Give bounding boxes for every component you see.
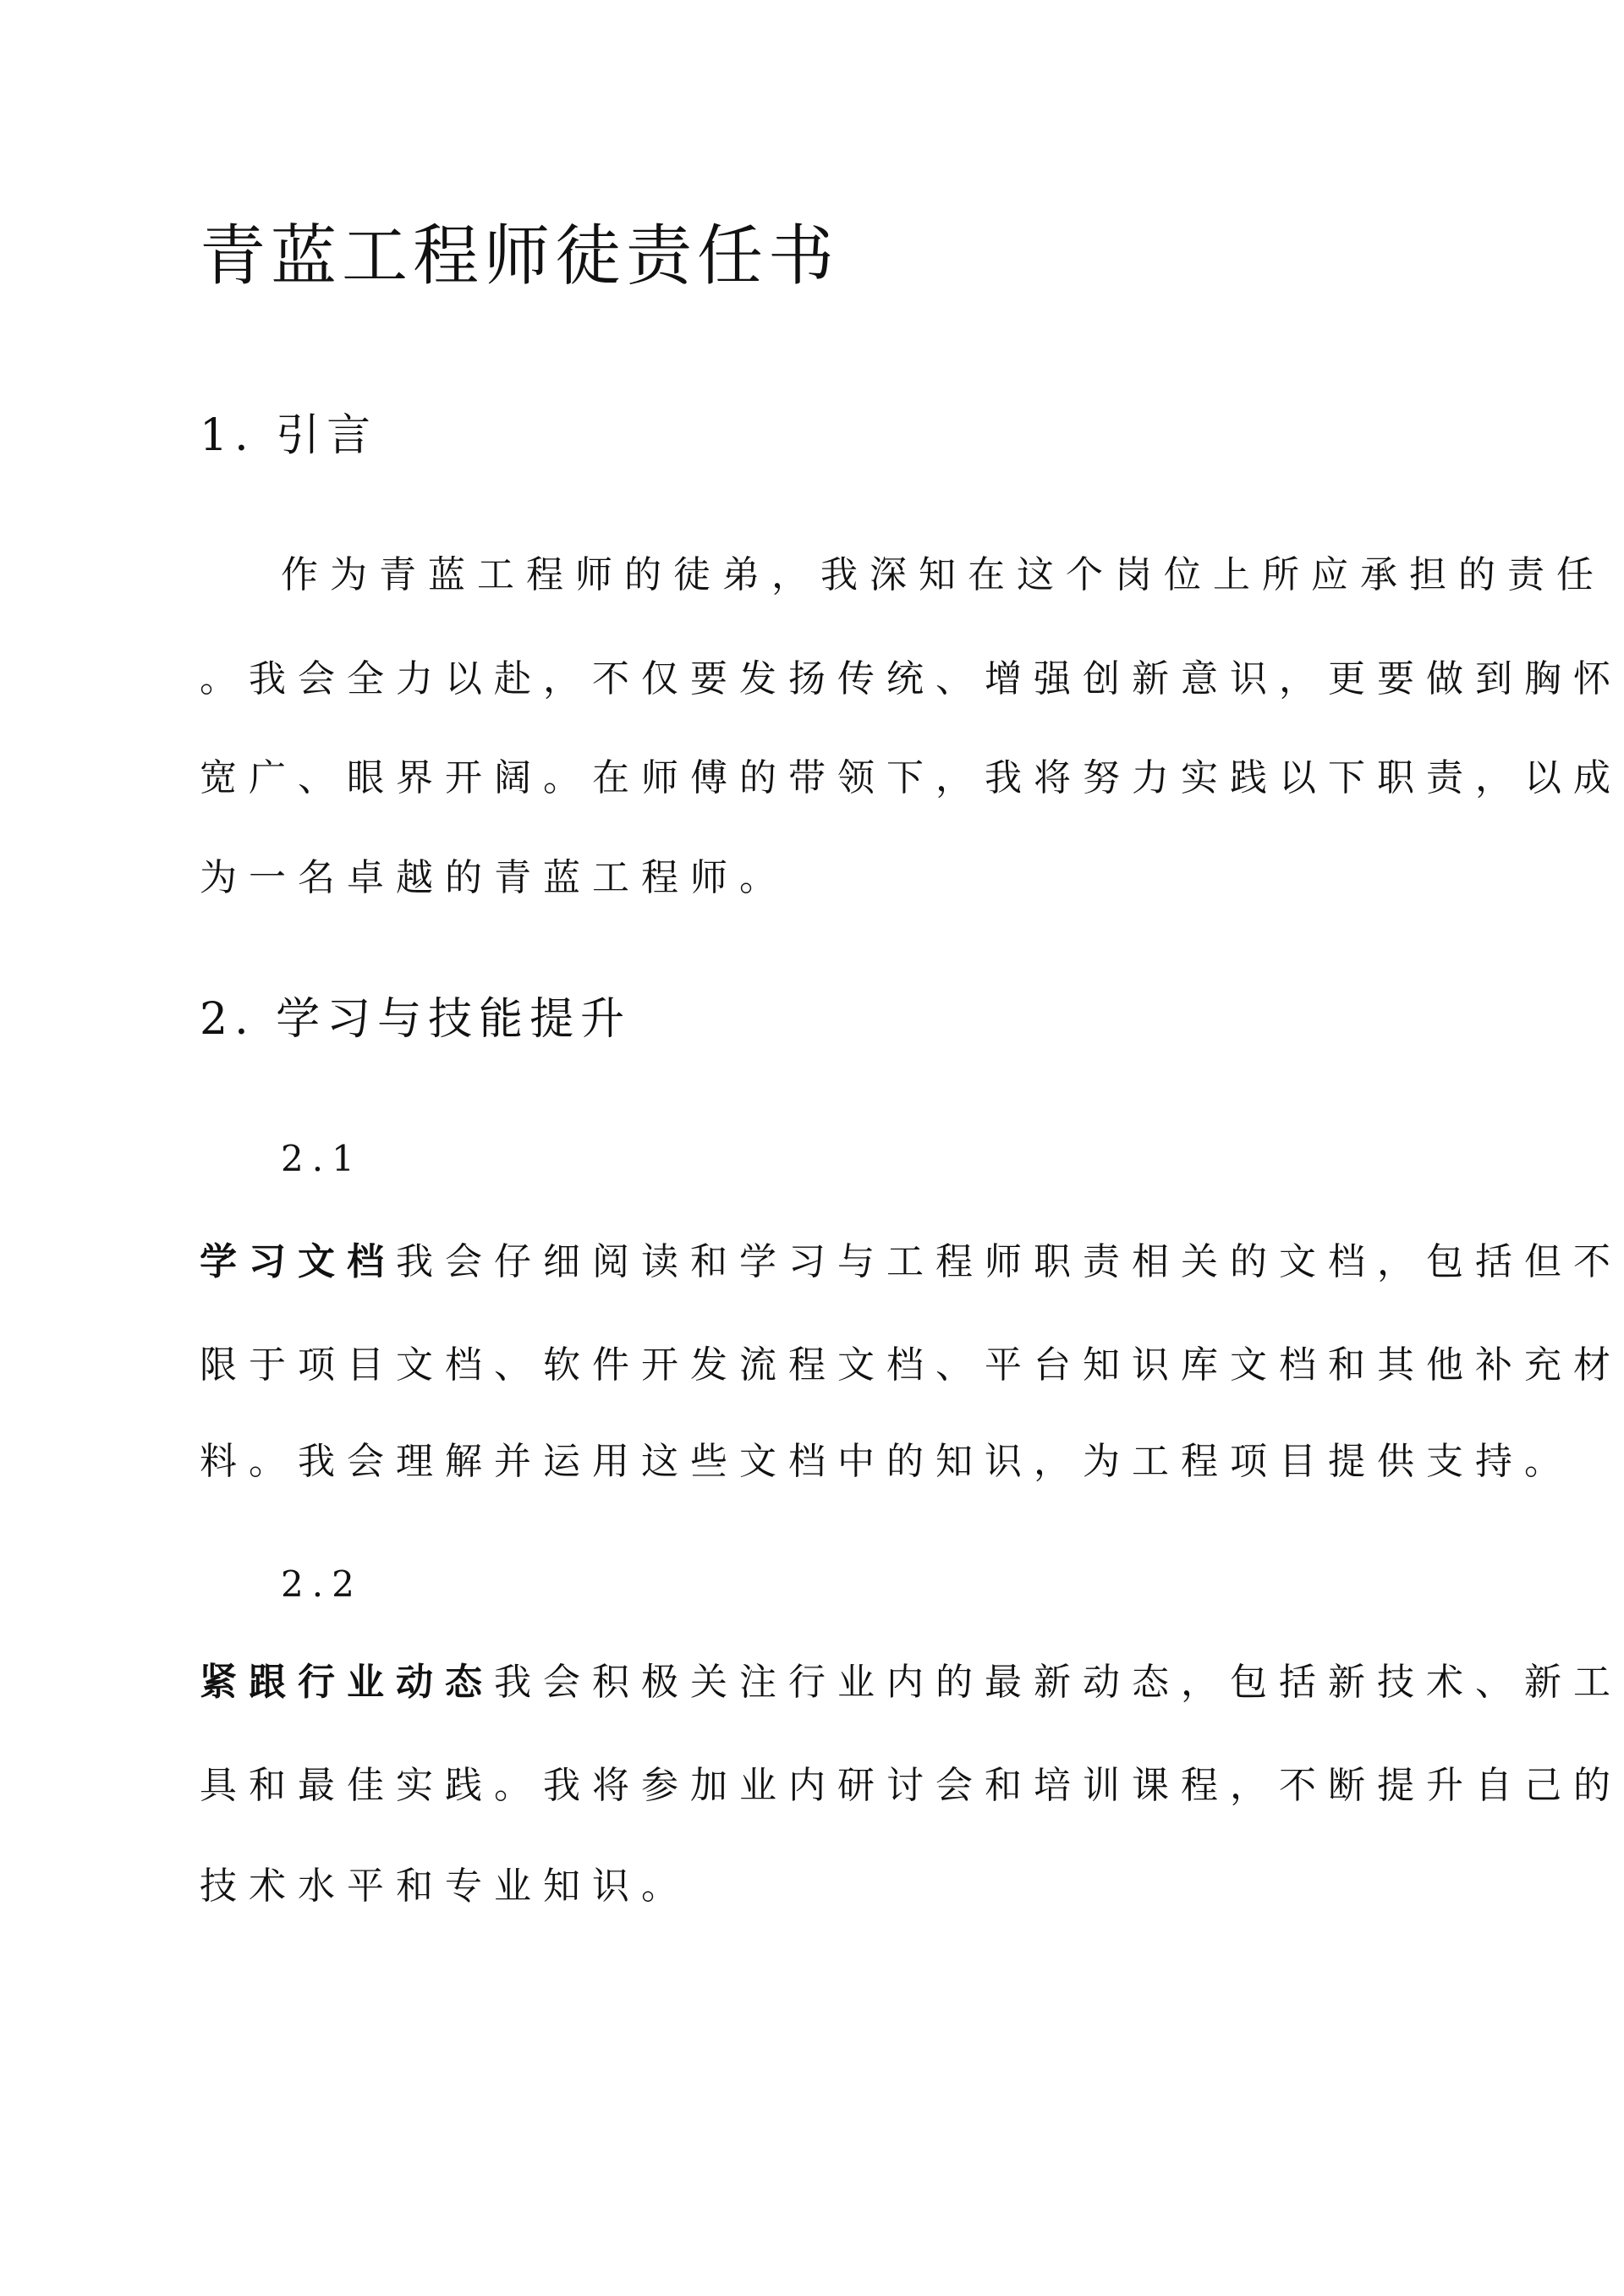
paragraph-line xyxy=(200,1658,1622,1707)
paragraph-line: 。我会全力以赴，不仅要发扬传统、增强创新意识，更要做到胸怀 xyxy=(200,657,1622,700)
section-1-heading: 1. 引言 xyxy=(200,410,378,461)
paragraph-line xyxy=(200,1238,1622,1287)
paragraph-text: 我会积极关注行业内的最新动态，包括新技术、新工 xyxy=(494,1661,1622,1704)
paragraph-line: 作为青蓝工程师的徒弟，我深知在这个岗位上所应承担的责任 xyxy=(281,553,1605,596)
paragraph-line: 限于项目文档、软件开发流程文档、平台知识库文档和其他补充材 xyxy=(200,1343,1622,1387)
section-2-heading: 2. 学习与技能提升 xyxy=(200,994,632,1045)
subsection-2-1-title: 学习文档 xyxy=(200,1240,396,1283)
paragraph-line: 为一名卓越的青蓝工程师。 xyxy=(200,856,788,899)
paragraph-text: 我会仔细阅读和学习与工程师职责相关的文档，包括但不 xyxy=(396,1240,1622,1283)
subsection-2-2-number: 2.2 xyxy=(281,1563,363,1605)
paragraph-line: 具和最佳实践。我将参加业内研讨会和培训课程，不断提升自己的 xyxy=(200,1764,1622,1807)
paragraph-line: 宽广、眼界开阔。在师傅的带领下，我将努力实践以下职责，以成 xyxy=(200,756,1622,799)
document-title: 青蓝工程师徒责任书 xyxy=(200,218,840,294)
paragraph-line: 料。我会理解并运用这些文档中的知识，为工程项目提供支持。 xyxy=(200,1440,1573,1483)
subsection-2-2-title: 紧跟行业动态 xyxy=(200,1661,494,1704)
paragraph-line: 技术水平和专业知识。 xyxy=(200,1865,690,1908)
subsection-2-1-number: 2.1 xyxy=(281,1138,363,1179)
